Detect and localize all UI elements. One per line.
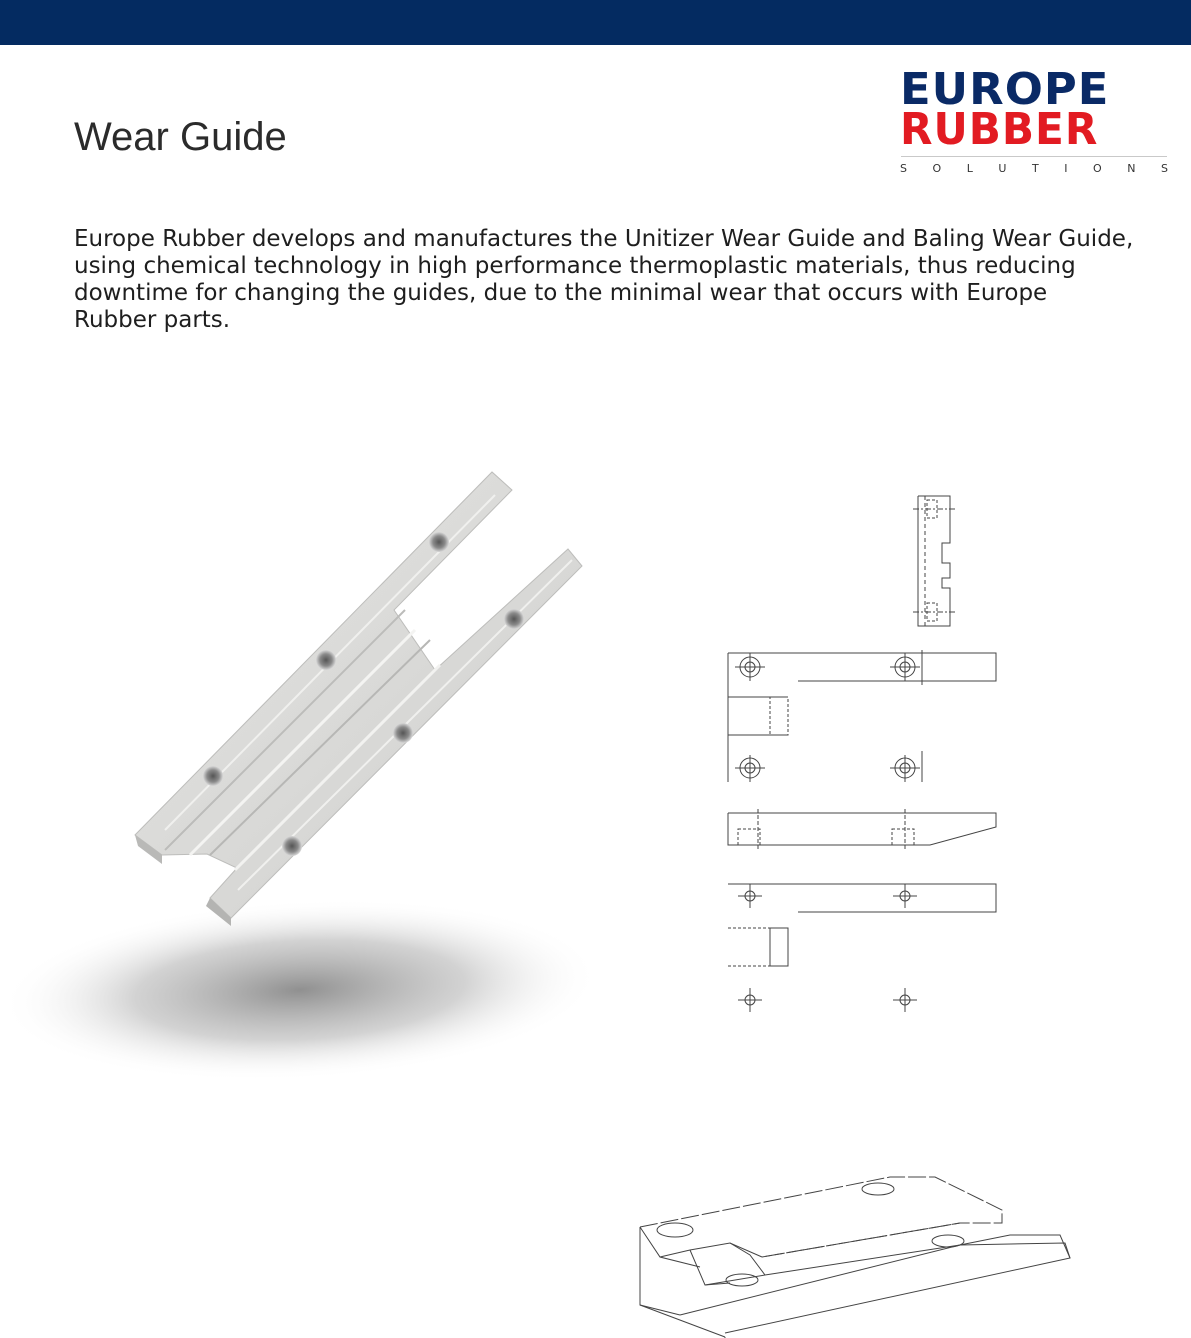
logo-divider [901,156,1167,157]
logo-line-europe: EUROPE [900,64,1110,115]
logo-tagline [900,162,1168,175]
intro-paragraph: Europe Rubber develops and manufactures the Unitizer Wear Guide and Baling Wear Guide, using chemical technology in high performance thermoplastic materials, thus reducing downtime for changing the guides, due to the minimal wear that occurs with Europe Rubber parts. [74,226,1134,333]
wear-guide-product-photo [0,440,620,1160]
wear-guide-side-view-drawing [905,488,965,634]
logo-tagline-letter: S [900,162,907,175]
logo-tagline-letter: N [1127,162,1136,175]
logo-tagline-letter: O [1093,162,1102,175]
wear-guide-top-view-drawing [720,645,1005,790]
logo-tagline-letter: L [966,162,973,175]
logo-tagline-letter: O [932,162,942,175]
europe-rubber-logo [900,64,1168,178]
logo-tagline-letter: I [1064,162,1068,175]
logo-tagline-letter: S [1161,162,1168,175]
logo-line-rubber: RUBBER [900,104,1099,155]
top-bar [0,0,1191,45]
wear-guide-front-view-drawing [720,805,1005,855]
wear-guide-bottom-view-drawing [720,876,1005,1021]
page-title: Wear Guide [74,115,287,159]
logo-tagline-letter: T [1031,162,1039,175]
logo-tagline-letter: U [998,162,1007,175]
wear-guide-isometric-drawing [630,1165,1080,1338]
